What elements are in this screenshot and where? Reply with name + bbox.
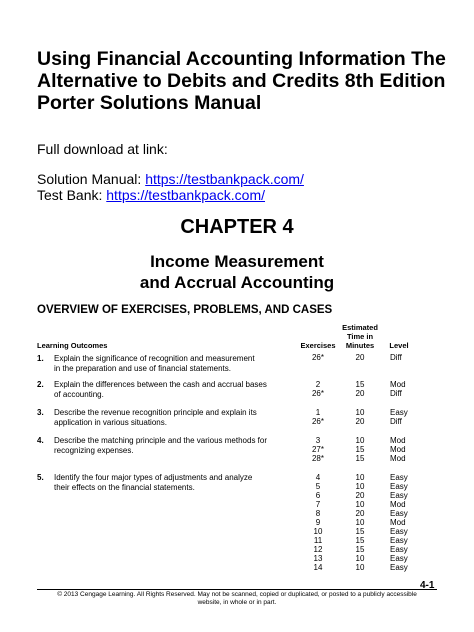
exercise-cell: 3 [315, 436, 321, 445]
level-cell: Mod [390, 518, 406, 527]
level-cell: Mod [390, 445, 406, 454]
time-cell: 20 [355, 509, 365, 518]
level-cell: Diff [390, 417, 402, 426]
outcome-text-line: Describe the matching principle and the various methods for [54, 436, 267, 445]
time-cell: 10 [355, 408, 365, 417]
subtitle-line-2: and Accrual Accounting [139, 273, 335, 292]
level-cell: Easy [390, 509, 408, 518]
level-cell: Easy [390, 536, 408, 545]
outcome-text [54, 408, 294, 427]
exercise-cell: 13 [313, 554, 323, 563]
outcome-text-line: in the preparation and use of financial statements. [54, 363, 231, 373]
outcome-number: 3. [37, 408, 44, 417]
level-cell: Easy [390, 491, 408, 500]
outcome-text [54, 473, 294, 492]
outcome-text-line: Explain the differences between the cash and accrual bases [54, 380, 267, 389]
level-cell: Easy [390, 554, 408, 563]
outcome-text-line: their effects on the financial statements. [54, 482, 195, 492]
time-cell: 10 [355, 518, 365, 527]
level-cell: Easy [390, 527, 408, 536]
level-cell: Easy [390, 473, 408, 482]
exercise-cell: 12 [313, 545, 323, 554]
time-cell: 15 [355, 536, 365, 545]
outcome-text [54, 380, 294, 399]
time-cell: 15 [355, 545, 365, 554]
time-header [340, 323, 380, 350]
chapter-subtitle [0, 251, 474, 293]
overview-heading: OVERVIEW OF EXERCISES, PROBLEMS, AND CASES [37, 304, 333, 316]
time-cell: 10 [355, 482, 365, 491]
exercise-cell: 28* [311, 454, 324, 463]
outcome-text-line: Identify the four major types of adjustments and analyze [54, 473, 253, 482]
exercise-cell: 7 [315, 500, 321, 509]
outcome-number: 1. [37, 354, 44, 363]
level-cell: Mod [390, 500, 406, 509]
copyright-line-1: © 2013 Cengage Learning. All Rights Reserved. May not be scanned, copied or duplicated, or posted to a publicly accessible [57, 591, 417, 598]
outcome-number: 5. [37, 473, 44, 482]
time-cell: 10 [355, 473, 365, 482]
solution-manual-label: Solution Manual: [37, 171, 146, 187]
level-cell: Diff [390, 353, 402, 362]
chapter-heading: CHAPTER 4 [180, 216, 294, 238]
outcome-text-line: recognizing expenses. [54, 445, 134, 455]
time-cell: 20 [355, 389, 365, 398]
exercise-cell: 10 [313, 527, 323, 536]
solution-manual-line [37, 171, 304, 187]
level-cell: Mod [390, 454, 406, 463]
download-text: Full download at link: [37, 141, 168, 157]
time-cell: 10 [355, 500, 365, 509]
time-cell: 20 [355, 353, 365, 362]
level-cell: Easy [390, 408, 408, 417]
learning-outcomes-header: Learning Outcomes [37, 341, 108, 350]
time-cell: 15 [355, 380, 365, 389]
time-cell: 10 [355, 436, 365, 445]
footer-divider [37, 589, 437, 590]
time-cell: 10 [355, 563, 365, 572]
time-cell: 10 [355, 554, 365, 563]
exercise-cell: 1 [315, 408, 321, 417]
test-bank-label: Test Bank: [37, 187, 107, 203]
exercise-cell: 11 [313, 536, 323, 545]
document-title [37, 48, 457, 114]
outcome-number: 2. [37, 380, 44, 389]
time-cell: 15 [355, 527, 365, 536]
exercises-header: Exercises [300, 341, 336, 350]
time-cell: 15 [355, 445, 365, 454]
exercise-cell: 9 [315, 518, 321, 527]
level-cell: Diff [390, 389, 402, 398]
outcome-text [54, 354, 294, 373]
level-cell: Mod [390, 380, 406, 389]
level-cell: Easy [390, 545, 408, 554]
title-line-3: Porter Solutions Manual [37, 92, 262, 114]
time-header-line-1: Estimated [342, 323, 378, 332]
outcome-text-line: of accounting. [54, 389, 104, 399]
exercise-cell: 4 [315, 473, 321, 482]
time-cell: 20 [355, 417, 365, 426]
exercise-cell: 27* [311, 445, 324, 454]
exercise-cell: 8 [315, 509, 321, 518]
exercise-cell: 5 [315, 482, 321, 491]
page-number: 4-1 [420, 580, 435, 591]
level-cell: Easy [390, 563, 408, 572]
outcome-number: 4. [37, 436, 44, 445]
time-header-line-2: Time in [346, 332, 374, 341]
exercise-cell: 2 [315, 380, 321, 389]
outcome-text-line: Explain the significance of recognition and measurement [54, 354, 255, 363]
time-header-line-3: Minutes [345, 341, 375, 350]
copyright-line-2: website, in whole or in part. [197, 599, 277, 606]
test-bank-link[interactable]: https://testbankpack.com/ [106, 187, 266, 203]
title-line-2: Alternative to Debits and Credits 8th Edition [37, 70, 446, 92]
level-header: Level [389, 341, 409, 350]
time-cell: 15 [355, 454, 365, 463]
outcome-text [54, 436, 294, 455]
outcome-text-line: Describe the revenue recognition principle and explain its [54, 408, 257, 417]
time-cell: 20 [355, 491, 365, 500]
title-line-1: Using Financial Accounting Information The [37, 48, 446, 70]
test-bank-line [37, 187, 265, 203]
subtitle-line-1: Income Measurement [150, 252, 324, 271]
exercise-cell: 14 [313, 563, 323, 572]
exercise-cell: 26* [311, 417, 324, 426]
exercise-cell: 26* [311, 389, 324, 398]
exercise-cell: 26* [311, 353, 324, 362]
outcome-text-line: application in various situations. [54, 417, 167, 427]
solution-manual-link[interactable]: https://testbankpack.com/ [145, 171, 304, 187]
exercise-cell: 6 [315, 491, 321, 500]
level-cell: Mod [390, 436, 406, 445]
copyright-notice [0, 591, 474, 607]
level-cell: Easy [390, 482, 408, 491]
